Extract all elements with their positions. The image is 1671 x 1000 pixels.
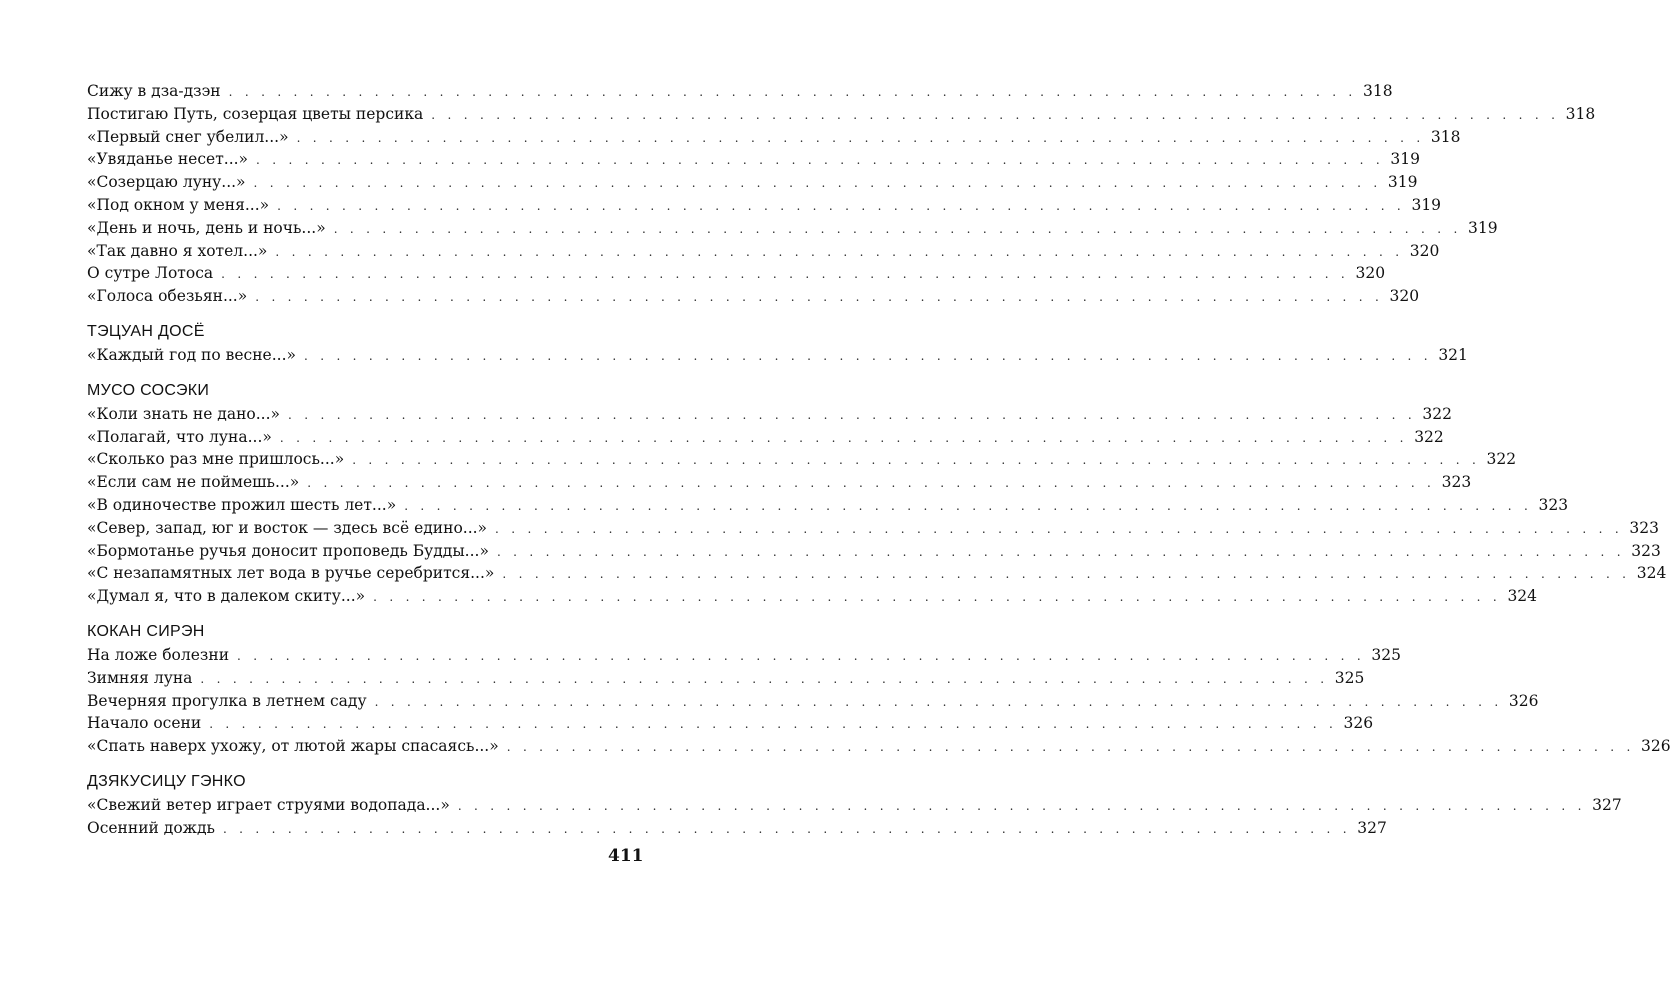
entry-page: 325 — [1334, 668, 1365, 687]
dot-leader — [375, 691, 1503, 714]
toc-entry[interactable] — [87, 712, 1374, 735]
entry-title: «Думал я, что в далеком скиту...» — [87, 587, 366, 606]
dot-leader — [209, 713, 1337, 736]
entry-page: 322 — [1422, 404, 1452, 423]
entry-title: «Бормотанье ручья доносит проповедь Будды...» — [87, 541, 489, 560]
entry-page: 319 — [1387, 173, 1418, 192]
toc-entry[interactable] — [87, 562, 1667, 585]
entry-page: 320 — [1409, 241, 1440, 260]
toc-entry[interactable] — [87, 148, 1420, 171]
entry-title: «Под окном у меня...» — [87, 195, 270, 214]
dot-leader — [255, 286, 1383, 309]
entry-title: «Первый снег убелил...» — [87, 127, 289, 146]
section-title: МУСО СОСЭКИ — [87, 381, 210, 399]
dot-leader — [502, 563, 1630, 586]
entry-page: 319 — [1411, 195, 1442, 214]
entry-page: 322 — [1414, 427, 1444, 446]
toc-section — [87, 320, 1468, 367]
dot-leader — [373, 586, 1501, 609]
entry-title: «Каждый год по весне...» — [87, 345, 296, 364]
entry-title: «Свежий ветер играет струями водопада...» — [87, 795, 450, 814]
section-title: ДЗЯКУСИЦУ ГЭНКО — [87, 772, 246, 790]
entry-title: «Так давно я хотел...» — [87, 241, 268, 260]
toc-entry[interactable] — [87, 794, 1622, 817]
entry-page: 326 — [1508, 691, 1539, 710]
entry-page: 321 — [1438, 345, 1468, 364]
entry-title: Начало осени — [87, 714, 202, 733]
entry-page: 320 — [1355, 264, 1386, 283]
section-title: КОКАН СИРЭН — [87, 622, 205, 640]
entry-title: «Голоса обезьян...» — [87, 287, 248, 306]
dot-leader — [507, 736, 1635, 759]
entry-title: Вечерняя прогулка в летнем саду — [87, 691, 367, 710]
toc-entry[interactable] — [87, 735, 1671, 758]
toc-entry[interactable] — [87, 644, 1401, 667]
entry-title: Сижу в дза-дзэн — [87, 82, 221, 100]
toc-entry[interactable] — [87, 217, 1498, 240]
dot-leader — [256, 149, 1384, 172]
entry-page: 326 — [1343, 714, 1374, 733]
entry-page: 323 — [1631, 541, 1661, 560]
dot-leader — [352, 449, 1480, 472]
toc-entry[interactable] — [87, 171, 1418, 194]
entry-title: «Созерцаю луну...» — [87, 173, 246, 192]
toc-entry[interactable] — [87, 103, 1596, 126]
dot-leader — [497, 541, 1625, 564]
dot-leader — [334, 218, 1462, 241]
section-title: ТЭЦУАН ДОСЁ — [87, 322, 205, 340]
dot-leader — [404, 495, 1532, 518]
entry-page: 323 — [1441, 473, 1472, 492]
toc-entry[interactable] — [87, 403, 1452, 426]
toc-entry[interactable] — [87, 285, 1420, 308]
dot-leader — [280, 427, 1408, 450]
entry-title: «С незапамятных лет вода в ручье серебрится...» — [87, 564, 495, 583]
entry-title: Зимняя луна — [87, 668, 193, 687]
entry-page: 324 — [1507, 587, 1538, 606]
toc-section — [87, 770, 1622, 840]
dot-leader — [307, 472, 1435, 495]
entry-page: 324 — [1636, 564, 1667, 583]
entry-page: 323 — [1538, 495, 1569, 514]
dot-leader — [495, 518, 1623, 541]
toc-section — [87, 379, 1667, 608]
toc-entry[interactable] — [87, 585, 1538, 608]
toc-entry[interactable] — [87, 240, 1440, 263]
entry-title: Постигаю Путь, созерцая цветы персика — [87, 104, 424, 123]
dot-leader — [275, 241, 1403, 264]
entry-title: «Полагай, что луна...» — [87, 427, 272, 446]
entry-title: «Если сам не поймешь...» — [87, 473, 300, 492]
dot-leader — [221, 263, 1349, 286]
dot-leader — [200, 668, 1328, 691]
page-number: 411 — [608, 846, 644, 866]
entry-title: На ложе болезни — [87, 645, 230, 664]
toc-entry[interactable] — [87, 517, 1659, 540]
toc-entry[interactable] — [87, 540, 1661, 563]
entry-page: 319 — [1390, 150, 1420, 169]
entry-title: «Увяданье несет...» — [87, 150, 249, 169]
entry-page: 319 — [1468, 218, 1498, 237]
entry-title: О сутре Лотоса — [87, 264, 214, 283]
toc-entry[interactable] — [87, 344, 1468, 367]
toc-section — [87, 620, 1671, 758]
entry-title: «Спать наверх ухожу, от лютой жары спасаясь...» — [87, 737, 499, 756]
entry-title: «Север, запад, юг и восток — здесь всё едино...» — [87, 518, 488, 537]
dot-leader — [254, 172, 1382, 195]
dot-leader — [431, 104, 1559, 127]
toc-entry[interactable] — [87, 690, 1539, 713]
toc-section — [87, 80, 1596, 308]
entry-page: 320 — [1389, 287, 1420, 306]
toc-entry[interactable] — [87, 262, 1386, 285]
entry-title: «В одиночестве прожил шесть лет...» — [87, 495, 397, 514]
toc-entry[interactable] — [87, 471, 1472, 494]
dot-leader — [277, 195, 1405, 218]
entry-page: 327 — [1357, 818, 1387, 837]
toc-entry[interactable] — [87, 126, 1461, 149]
dot-leader — [237, 645, 1365, 668]
dot-leader — [458, 795, 1586, 818]
entry-page: 325 — [1371, 645, 1401, 664]
toc-entry[interactable] — [87, 494, 1569, 517]
entry-title: «Коли знать не дано...» — [87, 404, 281, 423]
entry-title: «День и ночь, день и ночь...» — [87, 218, 326, 237]
dot-leader — [304, 345, 1432, 368]
toc-entry[interactable] — [87, 448, 1517, 471]
toc-entry[interactable] — [87, 194, 1442, 217]
entry-page: 318 — [1430, 127, 1461, 146]
table-of-contents — [87, 80, 1671, 840]
toc-entry[interactable] — [87, 817, 1387, 840]
dot-leader — [297, 127, 1425, 150]
dot-leader — [229, 81, 1357, 104]
entry-page: 322 — [1486, 450, 1517, 469]
dot-leader — [223, 818, 1351, 841]
toc-entry[interactable] — [87, 426, 1444, 449]
entry-page: 326 — [1641, 737, 1671, 756]
entry-title: «Сколько раз мне пришлось...» — [87, 450, 345, 469]
entry-page: 318 — [1565, 104, 1596, 123]
toc-entry[interactable] — [87, 80, 1393, 103]
entry-page: 318 — [1362, 82, 1393, 100]
entry-title: Осенний дождь — [87, 818, 215, 837]
toc-entry[interactable] — [87, 667, 1365, 690]
entry-page: 327 — [1592, 795, 1622, 814]
entry-page: 323 — [1629, 518, 1659, 537]
dot-leader — [288, 404, 1416, 427]
